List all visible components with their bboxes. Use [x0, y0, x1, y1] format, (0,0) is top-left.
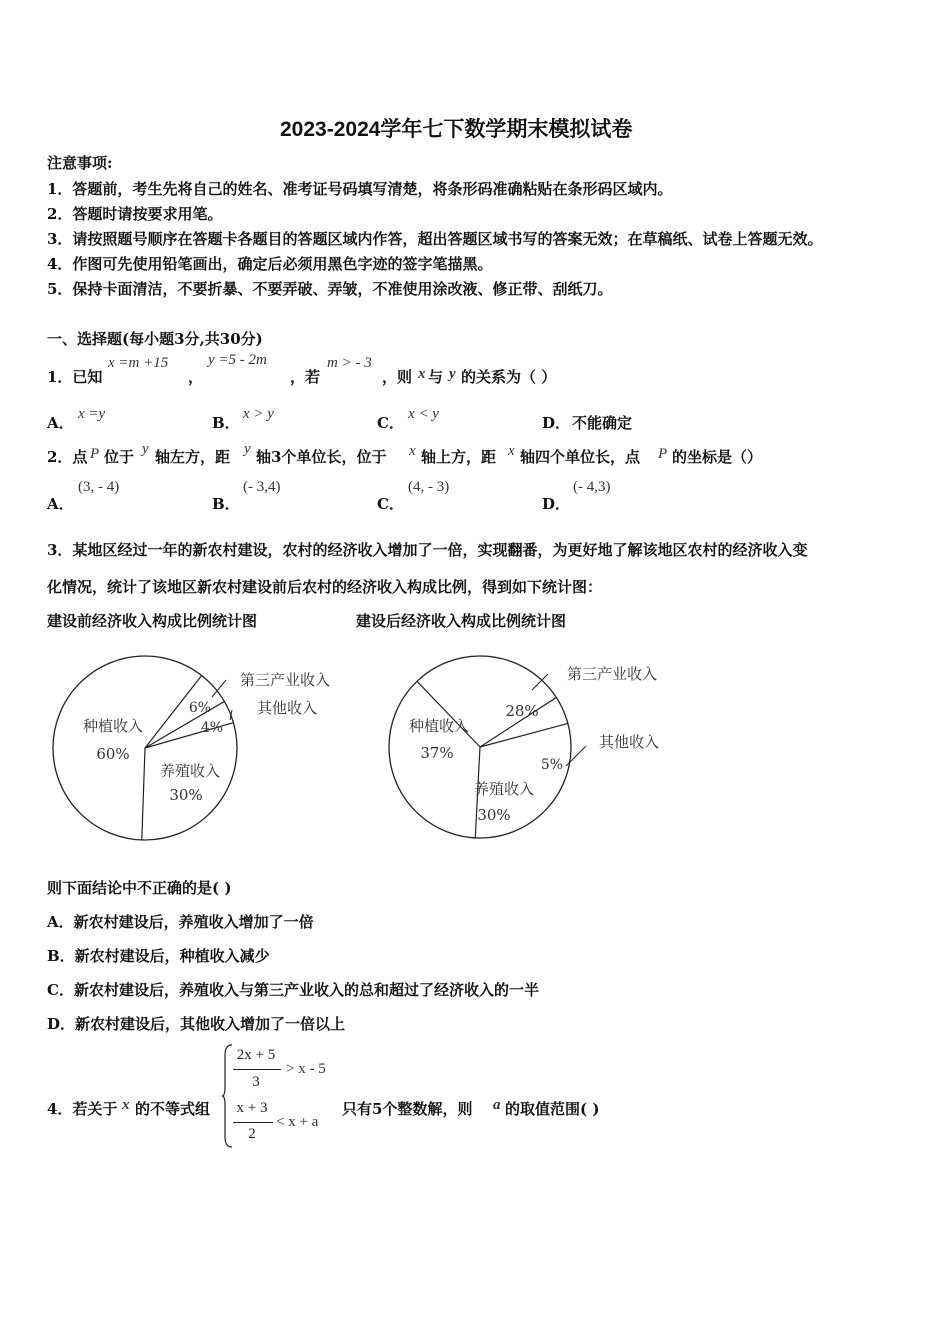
chart-title: 建设前经济收入构成比例统计图: [47, 612, 258, 630]
section-heading: 一、选择题(每小题3分,共30分): [47, 330, 263, 348]
q2-text: 的坐标是（）: [672, 448, 763, 466]
q1-expr: x =m +15: [108, 355, 169, 371]
q4-numerator: 2x + 5: [236, 1047, 276, 1063]
q2-var: x: [409, 443, 416, 459]
q2-var: y: [244, 441, 251, 457]
q1-option: x > y: [243, 406, 274, 422]
pie-chart-before: [40, 650, 360, 850]
q4-text: 的不等式组: [135, 1100, 211, 1118]
q3-option: D．新农村建设后，其他收入增加了一倍以上: [47, 1015, 346, 1033]
leader-line: [566, 746, 586, 766]
pie-value-label: 28%: [505, 702, 539, 720]
q1-option: x < y: [408, 406, 439, 422]
q1-text: ，若: [290, 368, 321, 386]
q3-question: 则下面结论中不正确的是( ): [47, 879, 232, 897]
q2-option-label: D．: [542, 495, 571, 513]
q4-text: 的取值范围( ): [505, 1100, 600, 1118]
q2-option-label: C．: [377, 495, 404, 513]
notice-item: 5．保持卡面清洁，不要折暴、不要弄破、弄皱，不准使用涂改液、修正带、刮纸刀。: [47, 280, 613, 298]
notice-item: 1．答题前，考生先将自己的姓名、准考证号码填写清楚，将条形码准确粘贴在条形码区域内。: [47, 180, 673, 198]
q4-var: a: [493, 1097, 501, 1113]
pie-category-label: 种植收入: [408, 717, 470, 735]
notice-item: 3．请按照题号顺序在答题卡各题目的答题区域内作答，超出答题区域书写的答案无效；在草稿纸、试卷上答题无效。: [47, 230, 823, 248]
q4-denominator: 2: [248, 1126, 256, 1142]
notice-item: 4．作图可先使用铅笔画出，确定后必须用黑色字迹的签字笔描黑。: [47, 255, 493, 273]
pie-value-label: 37%: [420, 744, 454, 762]
q1-option-label: D．: [542, 414, 571, 432]
pie-slice-boundary: [142, 748, 145, 840]
pie-value-label: 6%: [188, 700, 212, 716]
q2-text: 轴左方，距: [155, 448, 231, 466]
q2-text: 轴上方，距: [421, 448, 497, 466]
q1-text: 1．已知: [47, 368, 103, 386]
q4-inequality: < x + a: [276, 1114, 319, 1130]
q1-var: y: [449, 366, 456, 382]
q4-text: 4．若关于: [47, 1100, 118, 1118]
q3-option: C．新农村建设后，养殖收入与第三产业收入的总和超过了经济收入的一半: [47, 981, 539, 999]
notice-heading: 注意事项:: [47, 154, 113, 172]
notice-item: 2．答题时请按要求用笔。: [47, 205, 223, 223]
pie-category-label: 养殖收入: [473, 780, 535, 798]
pie-chart-after: [380, 650, 700, 850]
q2-option: (3, - 4): [78, 479, 120, 495]
q2-var: P: [658, 446, 668, 462]
q1-text: ，则: [382, 368, 413, 386]
q1-expr: y =5 - 2m: [208, 352, 267, 368]
q2-option: (- 3,4): [243, 479, 281, 495]
q2-text: 轴四个单位长，点: [520, 448, 641, 466]
pie-slice-boundary: [417, 681, 480, 747]
q2-text: 2．点: [47, 448, 88, 466]
fraction-bar: [233, 1069, 281, 1070]
q2-option-label: B．: [212, 495, 240, 513]
q4-var: x: [122, 1097, 130, 1113]
q1-var: x: [418, 366, 426, 382]
pie-category-label: 养殖收入: [159, 762, 221, 780]
pie-value-label: 4%: [200, 720, 224, 736]
leader-line: [532, 674, 548, 690]
leader-line: [212, 680, 226, 697]
pie-value-label: 60%: [96, 745, 130, 763]
q4-text: 只有5个整数解，则: [342, 1100, 473, 1118]
q2-var: y: [142, 441, 149, 457]
q1-text: ，: [188, 368, 204, 386]
q1-option-label: B．: [212, 414, 240, 432]
q1-option-label: C．: [377, 414, 404, 432]
q3-option: B．新农村建设后，种植收入减少: [47, 947, 270, 965]
pie-slice-boundary: [480, 723, 568, 747]
q1-expr: m > - 3: [327, 355, 372, 371]
q1-option-label: A．: [47, 414, 74, 432]
q2-option: (- 4,3): [573, 479, 611, 495]
q3-text: 3．某地区经过一年的新农村建设，农村的经济收入增加了一倍，实现翻番，为更好地了解该地区农村的经济收入变: [47, 541, 808, 559]
page-title: 2023-2024学年七下数学期末模拟试卷: [280, 118, 633, 141]
pie-category-label: 第三产业收入: [566, 665, 658, 683]
q4-inequality: > x - 5: [286, 1061, 326, 1077]
pie-category-label: 其他收入: [256, 699, 318, 717]
q2-var: x: [508, 443, 515, 459]
q1-text: 的关系为（ ）: [461, 368, 557, 386]
q2-text: 轴3个单位长，位于: [256, 448, 387, 466]
q3-option: A．新农村建设后，养殖收入增加了一倍: [47, 913, 314, 931]
q1-text: 与: [428, 368, 444, 386]
chart-title: 建设后经济收入构成比例统计图: [356, 612, 567, 630]
q4-numerator: x + 3: [236, 1100, 268, 1116]
q4-denominator: 3: [252, 1074, 260, 1090]
pie-value-label: 30%: [169, 786, 203, 804]
fraction-bar: [233, 1122, 273, 1123]
q3-text: 化情况，统计了该地区新农村建设前后农村的经济收入构成比例，得到如下统计图：: [47, 578, 603, 596]
q2-var: P: [90, 446, 100, 462]
q1-option: x =y: [78, 406, 106, 422]
q1-option: 不能确定: [572, 414, 633, 432]
pie-value-label: 30%: [477, 806, 511, 824]
pie-value-label: 5%: [540, 757, 564, 773]
pie-category-label: 其他收入: [598, 733, 660, 751]
q2-option: (4, - 3): [408, 479, 450, 495]
q2-text: 位于: [104, 448, 135, 466]
q2-option-label: A．: [47, 495, 74, 513]
pie-category-label: 种植收入: [82, 717, 144, 735]
pie-category-label: 第三产业收入: [239, 671, 331, 689]
